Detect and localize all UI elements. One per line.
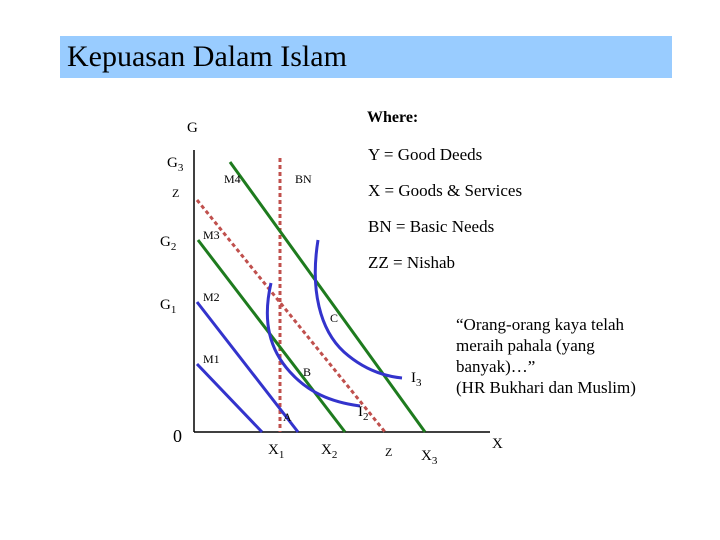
y-tick-g1: [160, 298, 176, 316]
label-i2-sub: 2: [363, 411, 369, 423]
x-tick-sub: 1: [278, 449, 285, 461]
x-tick-z: [385, 446, 392, 458]
legend-heading: Where:: [367, 109, 419, 126]
x-tick-main: Z: [385, 445, 393, 459]
origin-label: 0: [173, 426, 182, 446]
slide-title: Kepuasan Dalam Islam: [67, 40, 347, 73]
x-tick-x2: [321, 443, 337, 461]
legend-item-bn: BN = Basic Needs: [368, 217, 495, 236]
x-tick-x1: [268, 443, 284, 461]
y-tick-main: Z: [172, 186, 180, 200]
label-m3: M3: [203, 228, 220, 242]
x-tick-main: X: [321, 442, 332, 458]
label-c: C: [330, 311, 339, 325]
legend-item-y: Y = Good Deeds: [368, 145, 483, 164]
x-tick-main: X: [268, 442, 279, 458]
label-b: B: [303, 365, 312, 379]
y-tick-sub: 1: [170, 304, 177, 316]
quote-line: “Orang-orang kaya telah: [456, 315, 625, 334]
y-axis-title: G: [187, 120, 198, 136]
y-tick-main: G: [160, 234, 171, 250]
y-tick-g2: [160, 235, 176, 253]
y-tick-main: G: [167, 155, 178, 171]
y-tick-sub: 2: [170, 241, 177, 253]
x-axis-title: X: [492, 436, 503, 452]
label-m1: M1: [203, 352, 220, 366]
label-m2: M2: [203, 290, 220, 304]
label-i3-sub: 3: [416, 377, 422, 389]
nishab-dashed-line: [197, 200, 385, 432]
x-tick-sub: 2: [331, 449, 338, 461]
x-tick-x3: [421, 449, 437, 467]
x-tick-sub: 3: [431, 455, 438, 467]
hadith-quote: [456, 314, 676, 398]
label-i2-main: I: [358, 404, 363, 420]
legend-item-x: X = Goods & Services: [368, 181, 523, 200]
m4-line: [230, 162, 425, 432]
label-m4: M4: [224, 172, 241, 186]
label-a: A: [283, 410, 292, 424]
y-tick-z: [172, 187, 179, 199]
quote-line: banyak)…”: [456, 357, 536, 376]
label-i3-main: I: [411, 370, 416, 386]
y-tick-main: G: [160, 297, 171, 313]
quote-line: meraih pahala (yang: [456, 336, 595, 355]
x-tick-main: X: [421, 448, 432, 464]
label-i2: [358, 405, 369, 423]
y-tick-g3: [167, 156, 183, 174]
quote-line: (HR Bukhari dan Muslim): [456, 378, 636, 397]
legend-item-zz: ZZ = Nishab: [368, 253, 456, 272]
label-bn: BN: [295, 172, 312, 186]
y-tick-sub: 3: [177, 162, 184, 174]
label-i3: [411, 371, 422, 389]
